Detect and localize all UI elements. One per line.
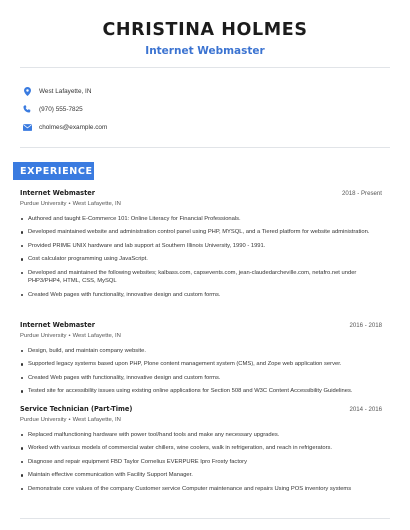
separator-dot: •: [68, 333, 71, 339]
job-bullets: [20, 431, 382, 493]
job-company: Purdue University: [20, 201, 67, 207]
job-entry: [20, 405, 382, 498]
contact-location: [22, 82, 107, 100]
list-item: Tested site for accessibility issues using existing online applications for Section 508 and W3C Content Accessibility Guidelines.: [20, 387, 382, 395]
contact-divider: [20, 147, 390, 148]
job-header: [20, 321, 382, 331]
email-icon: [22, 122, 32, 132]
job-dates: 2016 - 2018: [349, 322, 382, 329]
contact-info: [22, 82, 107, 136]
job-title: Internet Webmaster: [20, 321, 95, 329]
section-title-text: EXPERIENCE: [20, 165, 93, 177]
candidate-role: Internet Webmaster: [145, 45, 265, 57]
list-item: Created Web pages with functionality, innovative design and custom forms.: [20, 291, 382, 299]
list-item: Design, build, and maintain company website.: [20, 347, 382, 355]
list-item: Developed and maintained the following websites; kalbass.com, capsevents.com, jean-claudedarcheville.com, netafro.net under PHP3/PHP4, HTML, CSS, MySQL: [20, 269, 382, 286]
job-title: Internet Webmaster: [20, 189, 95, 197]
separator-dot: •: [68, 201, 71, 207]
location-pin-icon: [22, 86, 32, 96]
job-employer: [20, 201, 382, 210]
job-employer: [20, 417, 382, 426]
contact-email: [22, 118, 107, 136]
resume-header: [0, 0, 410, 58]
job-entry: [20, 321, 382, 401]
list-item: Cost calculator programming using JavaScript.: [20, 255, 382, 263]
list-item: Diagnose and repair equipment FBD Taylor Cornelius EVERPURE Ipro Frosty factory: [20, 458, 382, 466]
job-company: Purdue University: [20, 417, 67, 423]
job-location: West Lafayette, IN: [72, 417, 121, 423]
list-item: Supported legacy systems based upon PHP, Plone content management system (CMS), and Zope web application server.: [20, 360, 382, 368]
separator-dot: •: [68, 417, 71, 423]
experience-section-title: [13, 162, 94, 180]
candidate-name: CHRISTINA HOLMES: [102, 20, 308, 40]
job-dates: 2014 - 2016: [349, 406, 382, 413]
phone-icon: [22, 104, 32, 114]
contact-phone: [22, 100, 107, 118]
list-item: Authored and taught E-Commerce 101: Online Literacy for Financial Professionals.: [20, 215, 382, 223]
list-item: Developed maintained website and administration control panel using PHP, MYSQL, and a Tiered platform for website administration.: [20, 228, 382, 236]
location-text: West Lafayette, IN: [39, 87, 92, 95]
list-item: Maintain effective communication with Facility Support Manager.: [20, 471, 382, 479]
job-bullets: [20, 347, 382, 396]
job-header: [20, 189, 382, 199]
job-header: [20, 405, 382, 415]
list-item: Worked with various models of commercial water chillers, wine coolers, walk in refrigeration, and reach in refrigerators.: [20, 444, 382, 452]
job-bullets: [20, 215, 382, 299]
job-entry: [20, 189, 382, 304]
job-company: Purdue University: [20, 333, 67, 339]
list-item: Replaced malfunctioning hardware with power tool/hand tools and make any necessary upgrades.: [20, 431, 382, 439]
job-employer: [20, 333, 382, 342]
list-item: Demonstrate core values of the company Customer service Computer maintenance and repairs Using POS inventory systems: [20, 485, 382, 493]
footer-divider: [20, 518, 390, 519]
list-item: Provided PRIME UNIX hardware and lab support at Southern Illinois University, 1990 - 1991.: [20, 242, 382, 250]
email-text: cholmes@example.com: [39, 123, 108, 131]
job-location: West Lafayette, IN: [72, 333, 121, 339]
header-divider: [20, 67, 390, 68]
list-item: Created Web pages with functionality, innovative design and custom forms.: [20, 374, 382, 382]
phone-text: (970) 555-7825: [39, 105, 83, 113]
job-title: Service Technician (Part-Time): [20, 405, 133, 413]
job-location: West Lafayette, IN: [72, 201, 121, 207]
job-dates: 2018 - Present: [342, 190, 382, 197]
